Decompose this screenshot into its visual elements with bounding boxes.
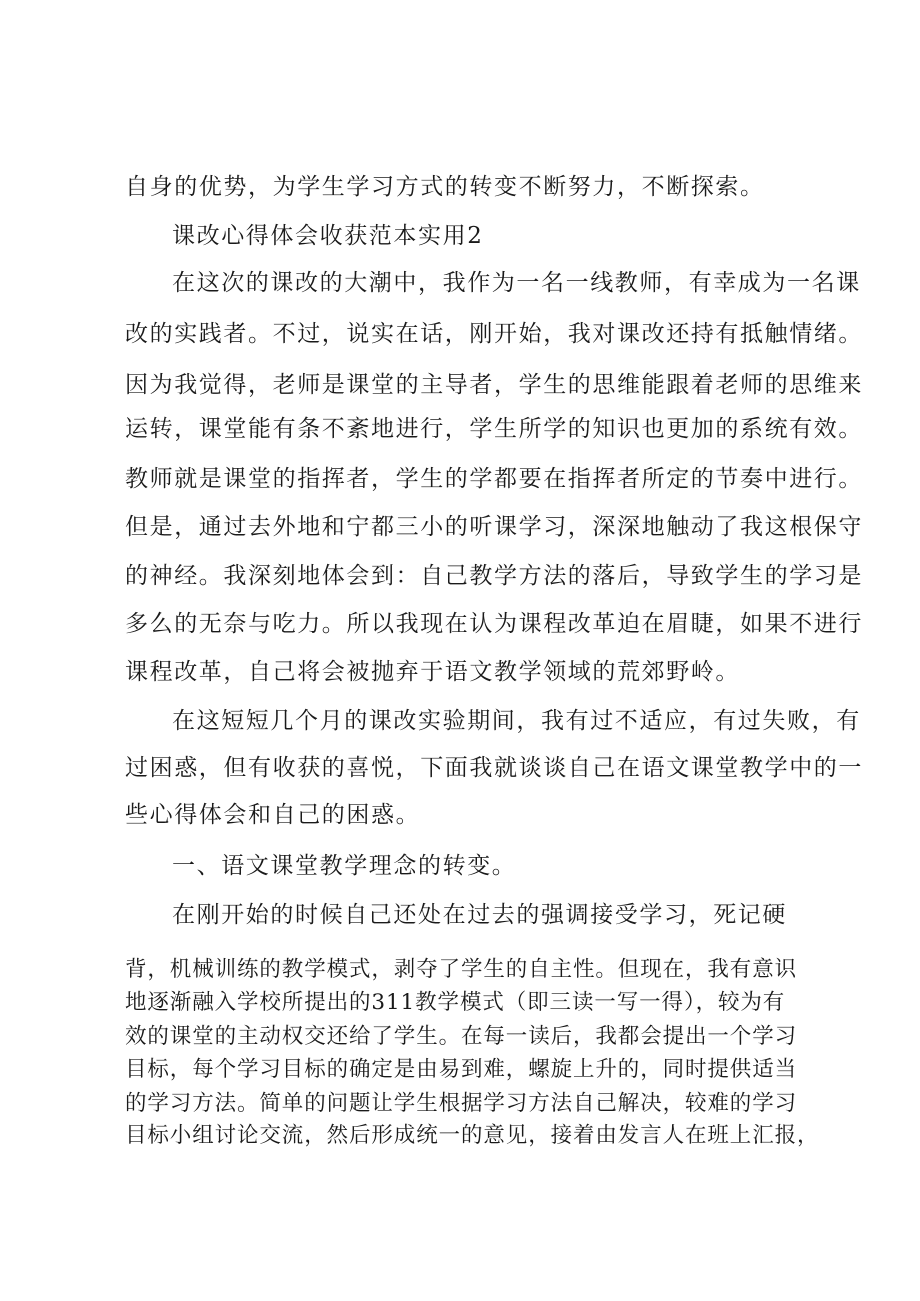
- paragraph-line-6: 运转，课堂能有条不紊地进行，学生所学的知识也更加的系统有效。: [125, 416, 863, 442]
- paragraph-line-8: 但是，通过去外地和宁都三小的听课学习，深深地触动了我这根保守: [125, 514, 863, 540]
- subheading-line: 一、语文课堂教学理念的转变。: [172, 853, 517, 879]
- paragraph-line-17: 背，机械训练的教学模式，剥夺了学生的自主性。但现在，我有意识: [125, 957, 798, 982]
- paragraph-line-9: 的神经。我深刻地体会到：自己教学方法的落后，导致学生的学习是: [125, 563, 863, 589]
- paragraph-line-10: 多么的无奈与吃力。所以我现在认为课程改革迫在眉睫，如果不进行: [125, 611, 863, 637]
- paragraph-line-20: 目标，每个学习目标的确定是由易到难，螺旋上升的，同时提供适当: [125, 1057, 798, 1082]
- paragraph-line-22: 目标小组讨论交流，然后形成统一的意见，接着由发言人在班上汇报，: [125, 1123, 820, 1148]
- section-heading: 课改心得体会收获范本实用2: [172, 223, 484, 249]
- paragraph-line-13: 过困惑，但有收获的喜悦，下面我就谈谈自己在语文课堂教学中的一: [125, 755, 863, 781]
- paragraph-line-5: 因为我觉得，老师是课堂的主导者，学生的思维能跟着老师的思维来: [125, 372, 863, 398]
- paragraph-line-1: 自身的优势，为学生学习方式的转变不断努力，不断探索。: [125, 174, 765, 200]
- paragraph-line-7: 教师就是课堂的指挥者，学生的学都要在指挥者所定的节奏中进行。: [125, 466, 863, 492]
- paragraph-line-12: 在这短短几个月的课改实验期间，我有过不适应，有过失败，有: [172, 708, 861, 734]
- paragraph-line-16: 在刚开始的时候自己还处在过去的强调接受学习，死记硬: [172, 902, 787, 928]
- paragraph-line-21: 的学习方法。简单的问题让学生根据学习方法自己解决，较难的学习: [125, 1091, 798, 1116]
- paragraph-line-11: 课程改革，自己将会被抛弃于语文教学领域的荒郊野岭。: [125, 659, 740, 685]
- paragraph-line-4: 改的实践者。不过，说实在话，刚开始，我对课改还持有抵触情绪。: [125, 321, 863, 347]
- paragraph-line-18: 地逐渐融入学校所提出的311教学模式（即三读一写一得），较为有: [125, 990, 786, 1015]
- paragraph-line-19: 效的课堂的主动权交还给了学生。在每一读后，我都会提出一个学习: [125, 1024, 798, 1049]
- paragraph-line-14: 些心得体会和自己的困惑。: [125, 802, 421, 828]
- paragraph-line-3: 在这次的课改的大潮中，我作为一名一线教师，有幸成为一名课: [172, 270, 861, 296]
